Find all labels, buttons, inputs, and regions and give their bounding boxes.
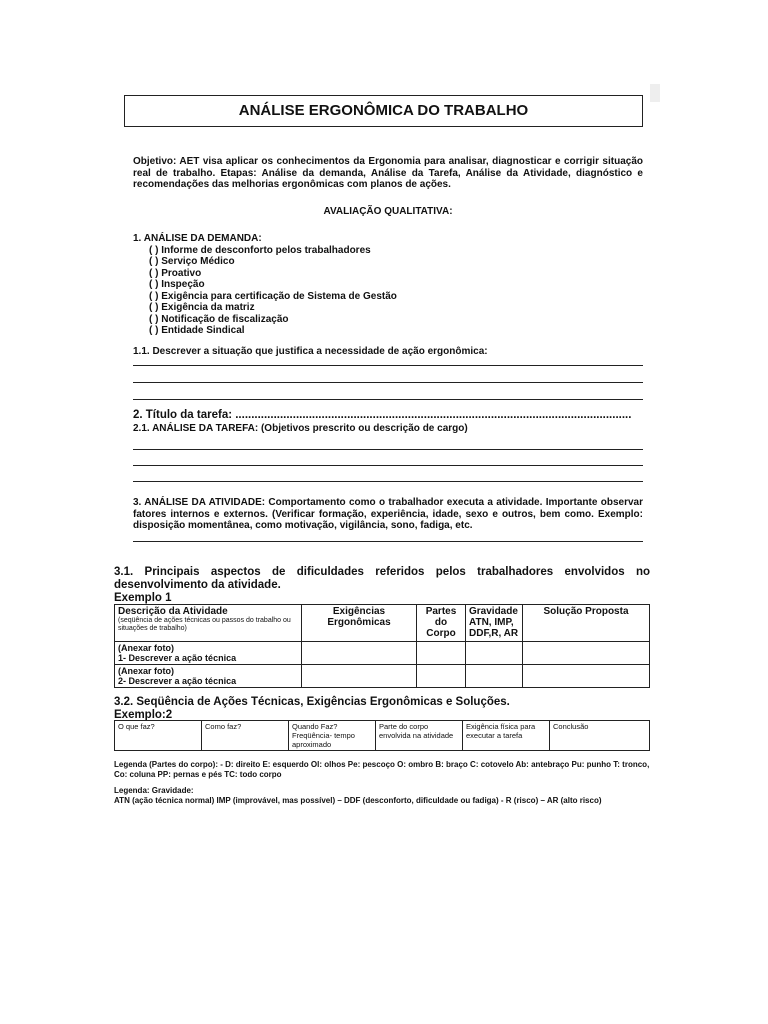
- table-cell[interactable]: [523, 642, 650, 665]
- task-title: 2. Título da tarefa: ............................................................................................................................: [133, 409, 632, 421]
- qualitative-heading: AVALIAÇÃO QUALITATIVA:: [323, 206, 453, 217]
- answer-line[interactable]: [133, 541, 643, 542]
- legend-gravity: ATN (ação técnica normal) IMP (improvável, mas possível) – DDF (desconforto, dificuldade ou fadiga) - R (risco) – AR (alto risco): [114, 796, 602, 805]
- sequence-heading: 3.2. Seqüência de Ações Técnicas, Exigências Ergonômicas e Soluções.: [114, 696, 510, 708]
- demand-option[interactable]: ( ) Notificação de fiscalização: [149, 313, 289, 325]
- header-severity: Gravidade ATN, IMP, DDF,R, AR: [466, 605, 523, 642]
- answer-line[interactable]: [133, 465, 643, 466]
- task-analysis-heading: 2.1. ANÁLISE DA TAREFA: (Objetivos prescrito ou descrição de cargo): [133, 423, 468, 434]
- table-cell[interactable]: [302, 642, 417, 665]
- answer-line[interactable]: [133, 449, 643, 450]
- header-ergonomic-demands: Exigências Ergonômicas: [302, 605, 417, 642]
- table-cell[interactable]: [302, 665, 417, 688]
- scan-artifact: [650, 84, 660, 102]
- col-physical-demand[interactable]: Exigência física para executar a tarefa: [463, 721, 550, 751]
- answer-line[interactable]: [133, 399, 643, 400]
- demand-option[interactable]: ( ) Serviço Médico: [149, 256, 235, 267]
- header-body-parts: Partes do Corpo: [417, 605, 466, 642]
- objective-paragraph: Objetivo: AET visa aplicar os conhecimentos da Ergonomia para analisar, diagnosticar e corrigir situação real de trabalho. Etapas: Análise da demanda, Análise da Tarefa, Análise da Atividade, diagnóstico e recomendações das melhorias ergonômicas com planos de ações.: [133, 156, 643, 190]
- header-proposed-solution: Solução Proposta: [523, 605, 650, 642]
- answer-line[interactable]: [133, 382, 643, 383]
- legend-gravity-title: Legenda: Gravidade:: [114, 786, 194, 795]
- col-body-part[interactable]: Parte do corpo envolvida na atividade: [376, 721, 463, 751]
- table-cell[interactable]: [417, 642, 466, 665]
- table-cell[interactable]: [417, 665, 466, 688]
- demand-option[interactable]: ( ) Exigência para certificação de Sistema de Gestão: [149, 290, 397, 302]
- demand-section: [133, 233, 613, 337]
- header-activity-description: Descrição da Atividade (seqüência de ações técnicas ou passos do trabalho ou situações de trabalho): [115, 605, 302, 642]
- col-conclusion[interactable]: Conclusão: [550, 721, 650, 751]
- col-how[interactable]: Como faz?: [202, 721, 289, 751]
- table-row: [115, 642, 650, 665]
- demand-describe-label: 1.1. Descrever a situação que justifica a necessidade de ação ergonômica:: [133, 346, 488, 357]
- difficulties-heading: 3.1. Principais aspectos de dificuldades referidos pelos trabalhadores envolvidos no desenvolvimento da atividade.: [114, 566, 650, 591]
- difficulties-table: [114, 604, 650, 688]
- demand-heading: 1. ANÁLISE DA DEMANDA:: [133, 233, 262, 244]
- table-row: [115, 665, 650, 688]
- legend-body-parts: Legenda (Partes do corpo): - D: direito E: esquerdo Ol: olhos Pe: pescoço O: ombro B: braço C: cotovelo Ab: antebraço Pu: punho T: tronco, Co: coluna PP: pernas e pés TC: todo corpo: [114, 760, 650, 779]
- demand-option[interactable]: ( ) Entidade Sindical: [149, 325, 245, 336]
- table-cell[interactable]: [466, 642, 523, 665]
- example-2-label: Exemplo:2: [114, 709, 173, 721]
- answer-line[interactable]: [133, 365, 643, 366]
- demand-option[interactable]: ( ) Exigência da matriz: [149, 302, 255, 313]
- demand-option[interactable]: ( ) Informe de desconforto pelos trabalhadores: [149, 244, 371, 256]
- answer-line[interactable]: [133, 481, 643, 482]
- table-row: [115, 721, 650, 751]
- table-cell[interactable]: [466, 665, 523, 688]
- demand-option[interactable]: ( ) Proativo: [149, 267, 202, 279]
- activity-analysis-text: 3. ANÁLISE DA ATIVIDADE: Comportamento como o trabalhador executa a atividade. Importante observar fatores internos e externos. (Verificar formação, experiência, idade, sexo e outros, bem como. Exemplo: disposição momentânea, como motivação, vigilância, sono, fadiga, etc.: [133, 497, 643, 531]
- col-what[interactable]: O que faz?: [115, 721, 202, 751]
- sequence-table: [114, 720, 650, 751]
- table-cell[interactable]: (Anexar foto) 2- Descrever a ação técnica: [115, 665, 302, 688]
- col-when[interactable]: Quando Faz? Freqüência- tempo aproximado: [289, 721, 376, 751]
- table-cell[interactable]: [523, 665, 650, 688]
- table-cell[interactable]: (Anexar foto) 1- Descrever a ação técnica: [115, 642, 302, 665]
- example-1-label: Exemplo 1: [114, 592, 172, 604]
- document-title: ANÁLISE ERGONÔMICA DO TRABALHO: [124, 95, 643, 127]
- demand-option[interactable]: ( ) Inspeção: [149, 279, 205, 290]
